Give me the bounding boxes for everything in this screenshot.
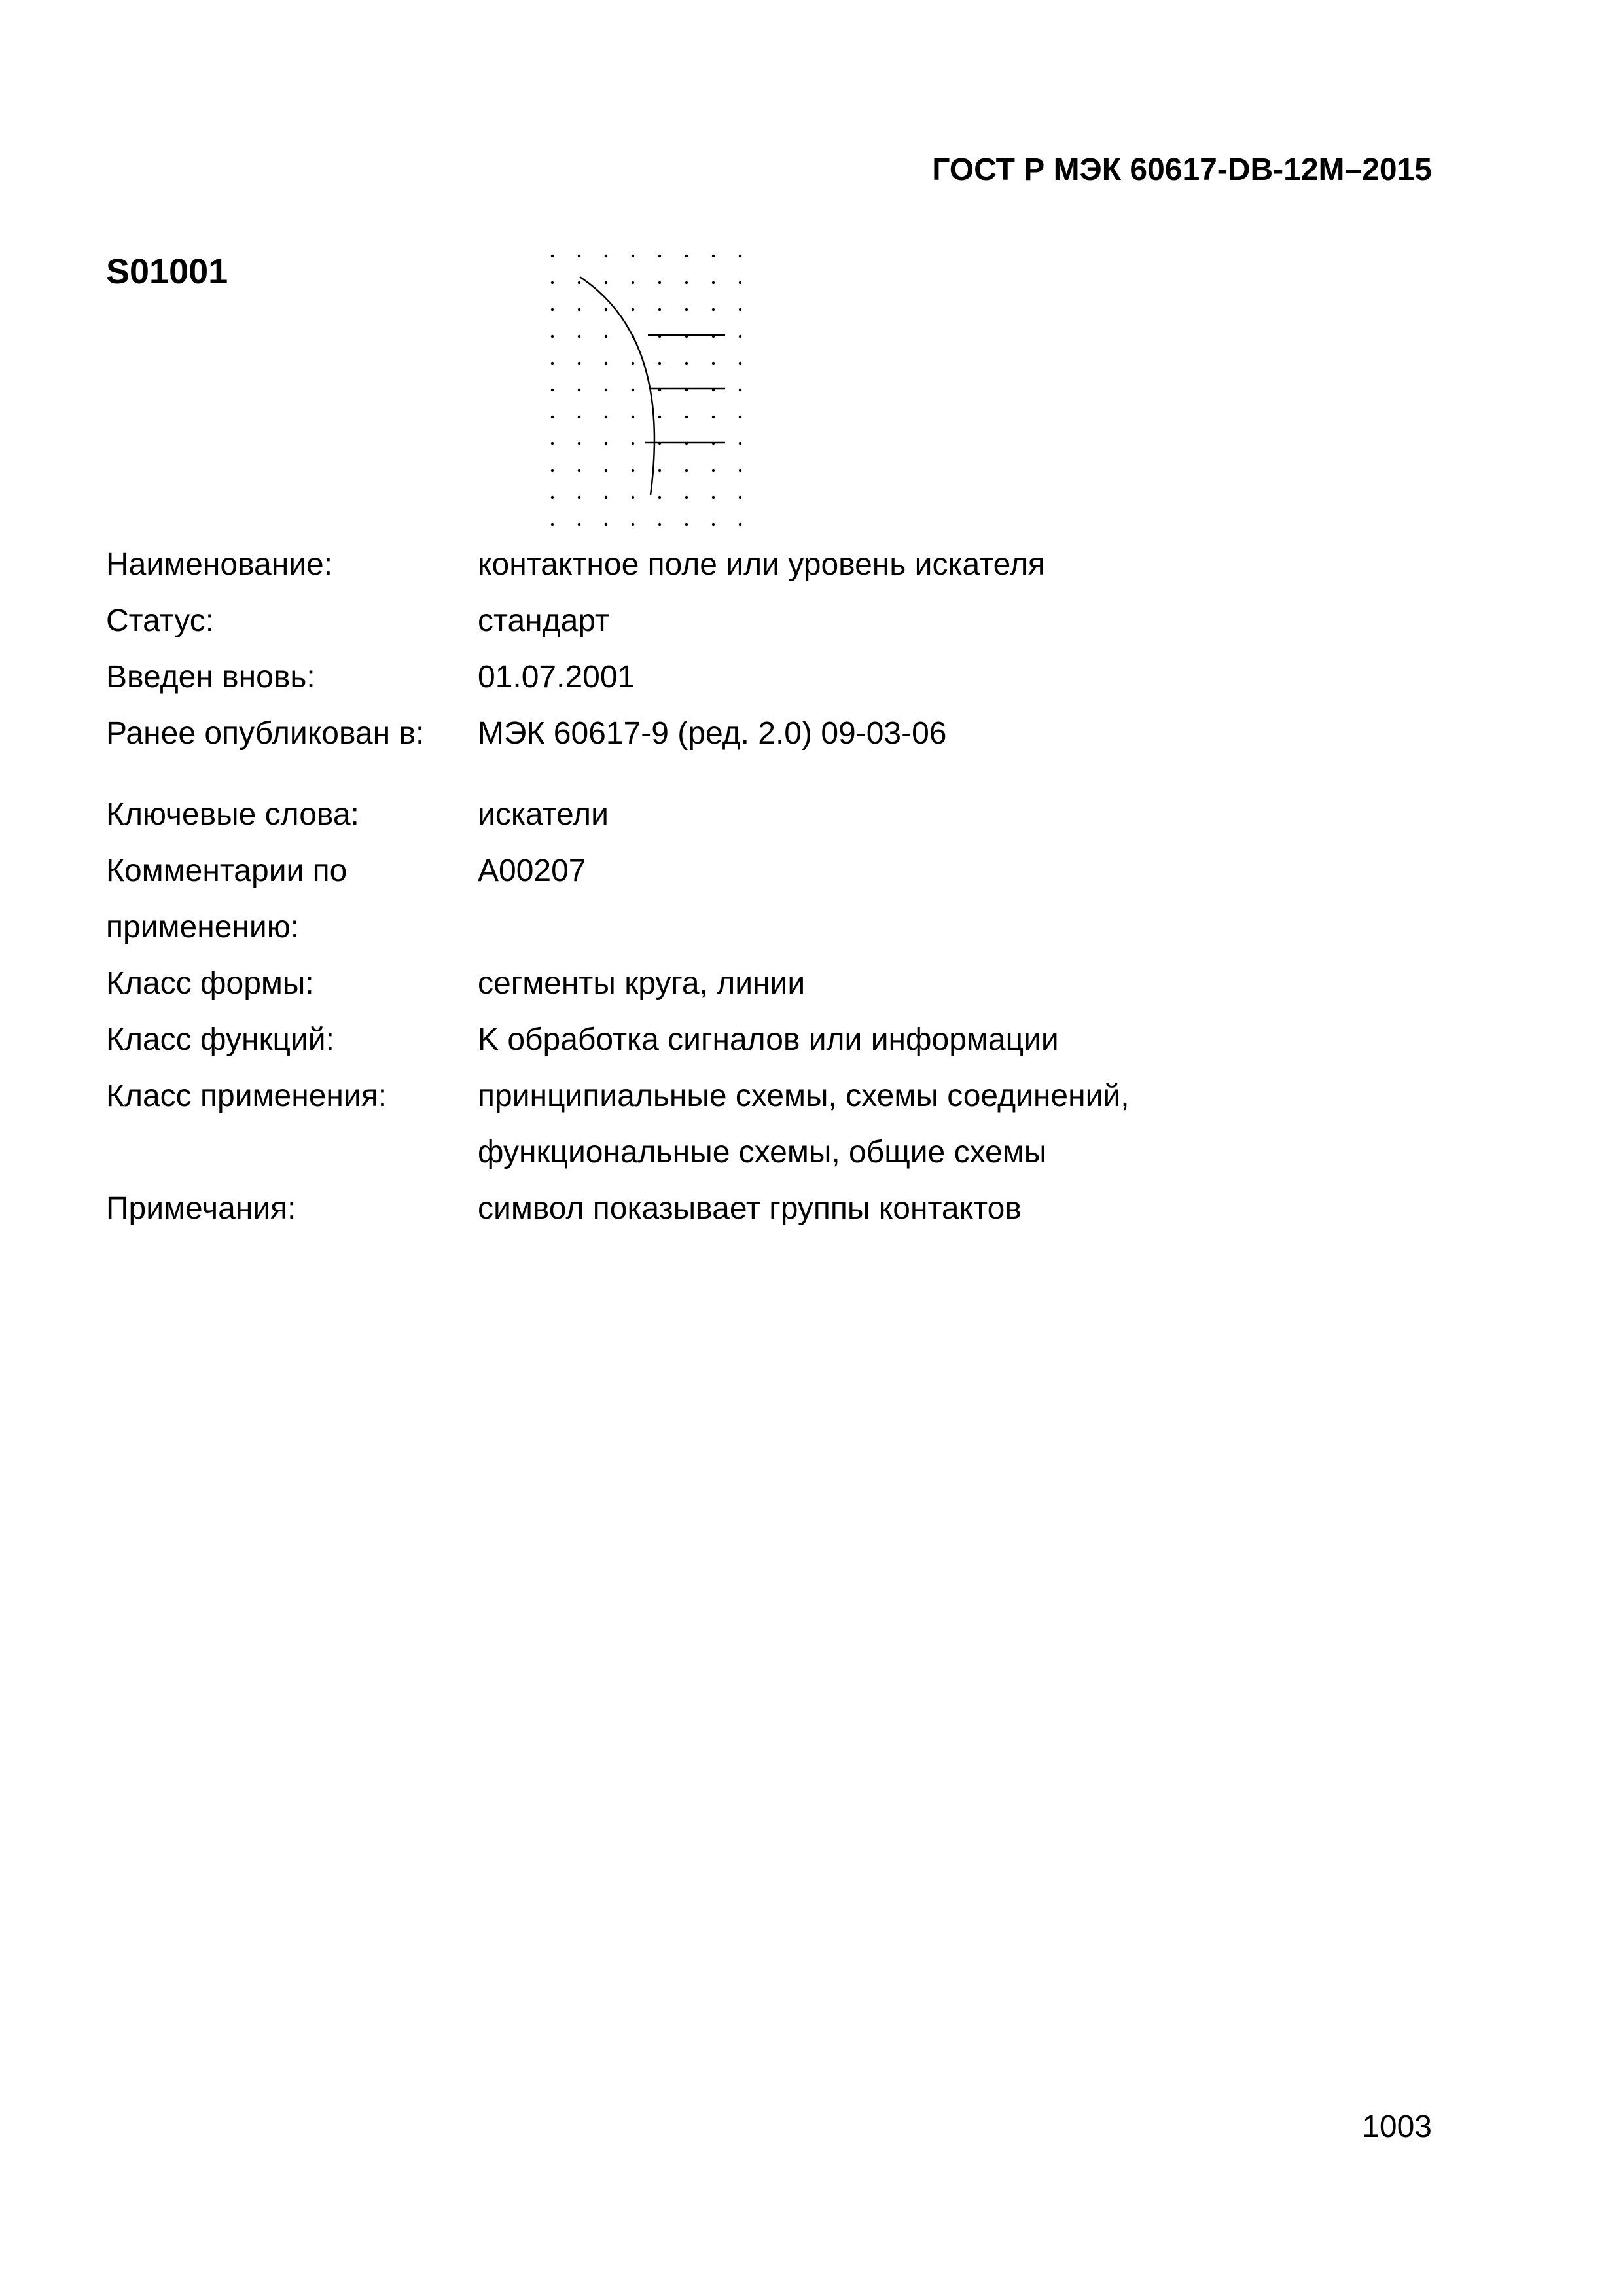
- property-label: Примечания:: [106, 1191, 296, 1226]
- property-label: Наименование:: [106, 547, 333, 582]
- property-label: [106, 1124, 478, 1181]
- property-value: 01.07.2001: [478, 660, 635, 694]
- property-row: [106, 787, 1230, 843]
- property-label: Комментарии по: [106, 853, 348, 888]
- property-value: стандарт: [478, 603, 609, 638]
- property-value: [478, 899, 1230, 956]
- property-value: принципиальные схемы, схемы соединений,: [478, 1079, 1130, 1113]
- property-value: искатели: [478, 797, 609, 832]
- property-label: Ранее опубликован в:: [106, 716, 425, 751]
- property-label: Ключевые слова:: [106, 797, 359, 832]
- standard-title: ГОСТ Р МЭК 60617-DB-12M–2015: [932, 152, 1432, 187]
- property-label: Класс формы:: [106, 966, 314, 1001]
- property-row: [106, 706, 1230, 762]
- property-label: Введен вновь:: [106, 660, 315, 694]
- property-label: Класс применения:: [106, 1079, 387, 1113]
- property-row: [106, 1124, 1230, 1181]
- property-value: функциональные схемы, общие схемы: [478, 1135, 1047, 1170]
- property-row: [106, 649, 1230, 706]
- symbol-properties: [106, 537, 1230, 1237]
- contact-bank-symbol-icon: [541, 246, 757, 534]
- property-row: [106, 593, 1230, 649]
- property-value: сегменты круга, линии: [478, 966, 806, 1001]
- property-row: [106, 537, 1230, 593]
- property-row: [106, 899, 1230, 956]
- property-value: контактное поле или уровень искателя: [478, 547, 1045, 582]
- symbol-code: S01001: [106, 252, 228, 291]
- property-row: [106, 843, 1230, 899]
- page-number: 1003: [1362, 2109, 1432, 2144]
- property-value: МЭК 60617-9 (ред. 2.0) 09-03-06: [478, 716, 947, 751]
- property-value: символ показывает группы контактов: [478, 1191, 1022, 1226]
- property-row: [106, 1068, 1230, 1124]
- property-label: Класс функций:: [106, 1022, 334, 1057]
- property-value: K обработка сигналов или информации: [478, 1022, 1059, 1057]
- property-value: A00207: [478, 853, 586, 888]
- property-label: применению:: [106, 910, 300, 944]
- property-row: [106, 1181, 1230, 1237]
- property-row: [106, 956, 1230, 1012]
- property-label: Статус:: [106, 603, 215, 638]
- property-row: [106, 1012, 1230, 1068]
